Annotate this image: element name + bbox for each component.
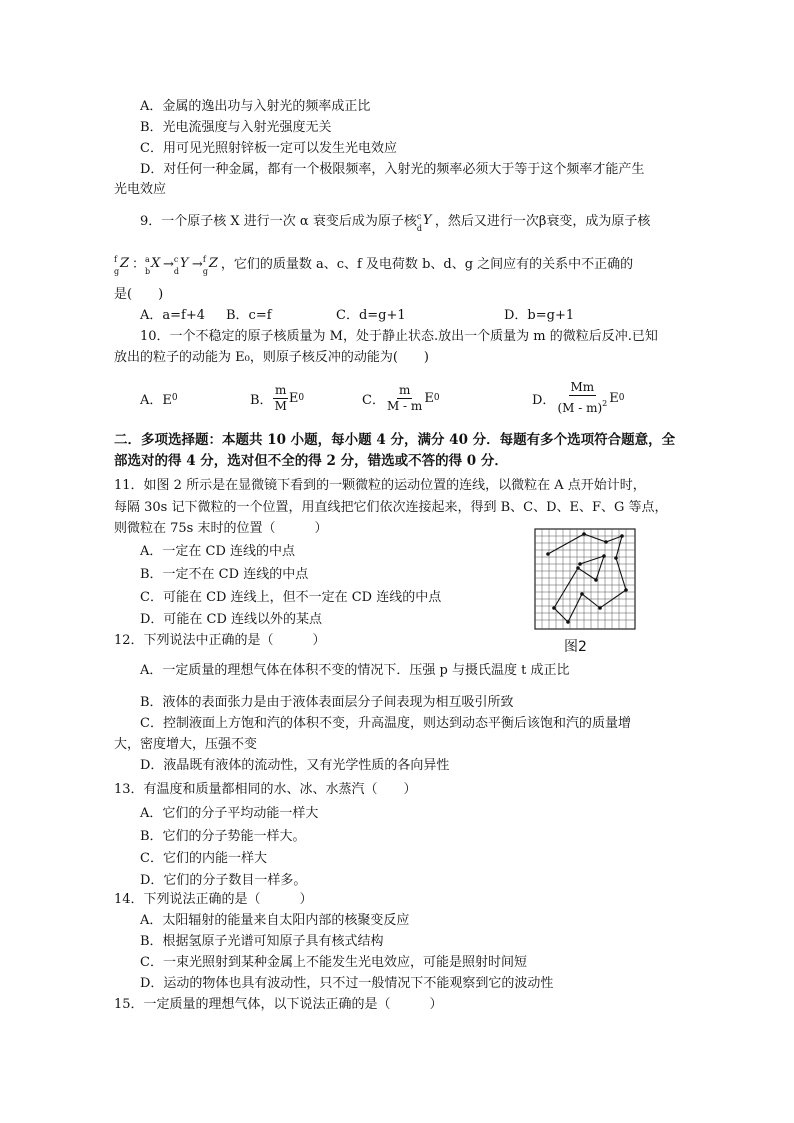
q10-c-sub: 0 <box>433 393 440 403</box>
q9-option-c: C．d=g+1 <box>336 308 406 323</box>
q14-stem: 14．下列说法正确的是（ ） <box>114 892 313 907</box>
q12-option-a: A．一定质量的理想气体在体积不变的情况下．压强 p 与摄氏温度 t 成正比 <box>140 663 570 678</box>
q10-a-label: A．E <box>140 392 172 408</box>
q12-option-d: D．液晶既有液体的流动性，又有光学性质的各向异性 <box>140 758 450 773</box>
q10-c-fraction <box>385 383 424 414</box>
nuclide-y2-mass: c <box>173 255 179 264</box>
nuclide-z-lead <box>114 254 132 276</box>
q12-option-b: B．液体的表面张力是由于液体表面层分子间表现为相互吸引所致 <box>140 695 514 710</box>
nuclide-x-symbol: X <box>151 256 161 271</box>
q8-option-c: C．用可见光照射锌板一定可以发生光电效应 <box>140 141 397 156</box>
q11-stem-line3: 则微粒在 75s 末时的位置（ ） <box>114 521 328 536</box>
q10-d-num: Mm <box>570 380 595 394</box>
nuclide-x <box>145 254 163 276</box>
nuclide-z-2 <box>202 254 221 276</box>
q10-d-label: D． <box>532 392 556 408</box>
q10-b-num: m <box>275 382 287 397</box>
q14-option-b: B．根据氢原子光谱可知原子具有核式结构 <box>140 934 384 949</box>
q13-option-d: D．它们的分子数目一样多。 <box>140 873 307 888</box>
q11-option-d: D．可能在 CD 连线以外的某点 <box>140 612 323 627</box>
q10-b-e: E <box>288 390 299 406</box>
q10-stem-line1: 10．一个不稳定的原子核质量为 M，处于静止状态.放出一个质量为 m 的微粒后反冲.已知 <box>140 329 658 344</box>
q15-stem: 15．一定质量的理想气体，以下说法正确的是（ ） <box>114 997 443 1012</box>
q10-option-c <box>362 380 440 416</box>
q14-option-c: C．一束光照射到某种金属上不能发生光电效应，可能是照射时间短 <box>140 955 527 970</box>
nuclide-y2-symbol: Y <box>179 256 189 271</box>
section2-heading-line1: 二．多项选择题：本题共 10 小题，每小题 4 分，满分 40 分．每题有多个选项符合题意，全 <box>114 432 676 448</box>
nuclide-y-charge: d <box>416 224 422 233</box>
brownian-motion-figure <box>534 528 636 630</box>
q10-a-sub: 0 <box>171 393 178 403</box>
nuclide-x-charge: b <box>145 267 151 276</box>
nuclide-x-mass: a <box>145 255 150 264</box>
q11-option-c: C．可能在 CD 连线上，但不一定在 CD 连线的中点 <box>140 590 442 605</box>
q10-d-den: (M - m) <box>557 401 603 415</box>
q13-option-b: B．它们的分子势能一样大。 <box>140 829 306 844</box>
q8-option-d-line2: 光电效应 <box>114 182 167 197</box>
q8-option-a: A．金属的逸出功与入射光的频率成正比 <box>140 99 371 114</box>
nuclide-z2-symbol: Z <box>208 256 218 271</box>
arrow-icon: → <box>191 257 203 272</box>
q9-option-d: D．b=g+1 <box>504 308 575 323</box>
q11-stem-line2: 每隔 30s 记下微粒的一个位置，用直线把它们依次连接起来，得到 B、C、D、E、F、G 等点， <box>114 500 668 515</box>
nuclide-y2-charge: d <box>173 267 180 276</box>
q13-option-a: A．它们的分子平均动能一样大 <box>140 806 319 821</box>
nuclide-z-mass: f <box>114 255 117 264</box>
q9-option-a: A．a=f+4 <box>140 308 206 323</box>
nuclide-y <box>416 211 435 233</box>
q10-option-b <box>250 380 304 416</box>
nuclide-y-symbol: Y <box>422 213 432 228</box>
q8-option-b: B．光电流强度与入射光强度无关 <box>140 120 332 135</box>
q13-option-c: C．它们的内能一样大 <box>140 851 267 866</box>
q10-b-fraction <box>273 383 289 414</box>
q12-stem: 12．下列说法中正确的是（ ） <box>114 633 326 648</box>
q8-option-d-line1: D．对任何一种金属，都有一个极限频率，入射光的频率必须大于等于这个频率才能产生 <box>140 162 645 177</box>
q10-c-e: E <box>424 390 434 406</box>
nuclide-y-mass: c <box>416 212 422 221</box>
q12-option-c-line2: 大，密度增大，压强不变 <box>114 737 258 752</box>
q10-options <box>140 380 700 416</box>
nuclide-z2-mass: f <box>202 255 206 264</box>
q10-c-den: M - m <box>386 398 423 413</box>
q10-d-e: E <box>609 390 619 406</box>
q9-text-c: ，它们的质量数 a、c、f 及电荷数 b、d、g 之间应有的关系中不正确的 <box>220 257 634 272</box>
q13-stem: 13．有温度和质量都相同的水、冰、水蒸汽（ ） <box>114 782 417 797</box>
q10-stem-line2: 放出的粒子的动能为 E₀，则原子核反冲的动能为( ) <box>114 350 429 365</box>
q10-b-den: M <box>274 398 287 413</box>
q10-option-d <box>532 380 624 416</box>
q9-text-b: ，然后又进行一次β衰变，成为原子核 <box>434 214 651 229</box>
q9-stem-line2: f g Z ： a b X → c d Y → f g Z ，它们的质量数 a、c、f 及电荷数 b、d、g 之间应有的关系中不正确的 <box>114 254 633 274</box>
nuclide-z-charge: g <box>114 267 120 276</box>
nuclide-z-symbol: Z <box>120 256 130 271</box>
q10-option-a <box>140 380 178 416</box>
q11-stem-line1: 11．如图 2 所示是在显微镜下看到的一颗微粒的运动位置的连线，以微粒在 A 点开始计时， <box>114 478 646 493</box>
q10-c-num: m <box>398 382 411 397</box>
q14-option-d: D．运动的物体也具有波动性，只不过一般情况下不能观察到它的波动性 <box>140 976 554 991</box>
arrow-icon: → <box>163 257 174 272</box>
nuclide-z2-charge: g <box>202 267 208 276</box>
q9-stem-line1 <box>140 211 650 231</box>
q10-c-label: C． <box>362 392 385 408</box>
q9-option-b: B．c=f <box>226 308 272 323</box>
q11-option-b: B．一定不在 CD 连线的中点 <box>140 567 309 582</box>
q10-d-sub: 0 <box>618 393 625 403</box>
q11-option-a: A．一定在 CD 连线的中点 <box>140 544 296 559</box>
q10-b-label: B． <box>250 392 273 408</box>
q10-d-den-wrap <box>555 396 609 416</box>
q10-d-exp: 2 <box>602 399 608 408</box>
q14-option-a: A．太阳辐射的能量来自太阳内部的核聚变反应 <box>140 913 410 928</box>
q9-stem-line3: 是( ) <box>114 287 164 302</box>
q10-d-fraction <box>555 380 609 416</box>
q10-b-sub: 0 <box>298 393 305 403</box>
nuclide-y-2 <box>173 254 192 276</box>
q12-option-c-line1: C．控制液面上方饱和汽的体积不变，升高温度，则达到动态平衡后该饱和汽的质量增 <box>140 716 631 731</box>
q9-text-a: 9．一个原子核 X 进行一次 α 衰变后成为原子核 <box>140 214 417 229</box>
section2-heading-line2: 部选对的得 4 分，选对但不全的得 2 分，错选或不答的得 0 分． <box>114 453 508 469</box>
figure-caption: 图2 <box>564 639 587 655</box>
